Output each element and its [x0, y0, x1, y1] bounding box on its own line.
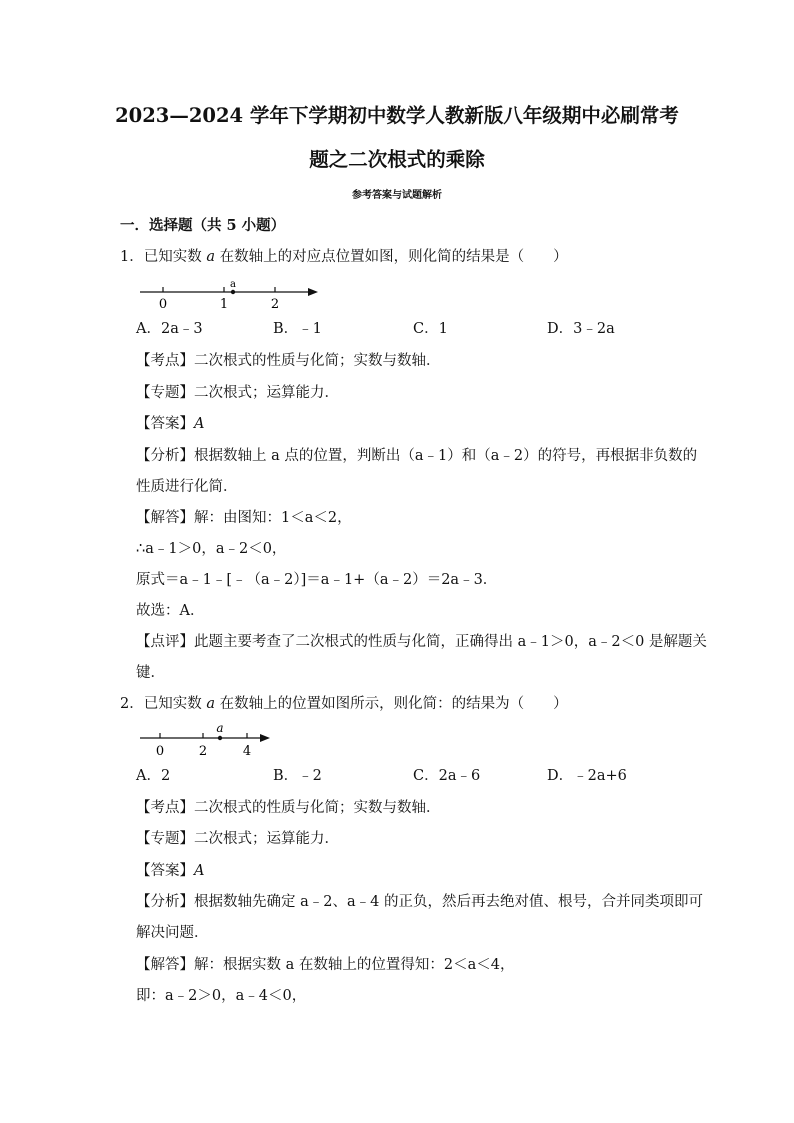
- q2-fenxi-2: 解决问题．: [136, 925, 209, 941]
- q2-stem: 2．已知实数 a 在数轴上的位置如图所示，则化简：的结果为（ ）: [120, 696, 568, 712]
- q2-tick-2: 4: [242, 744, 252, 759]
- q2-option-c: C．2a﹣6: [413, 768, 481, 784]
- q1-option-b: B．﹣1: [273, 321, 322, 337]
- title-line-2: 题之二次根式的乘除: [309, 148, 485, 171]
- q1-option-a: A．2a﹣3: [136, 321, 203, 337]
- q2-tick-0: 0: [155, 744, 165, 759]
- q1-tick-0: 0: [158, 297, 168, 312]
- q1-jieda-4: 故选：A．: [136, 603, 205, 619]
- q1-fenxi-2: 性质进行化简．: [136, 479, 238, 495]
- q2-kaodian: 【考点】二次根式的性质与化简；实数与数轴．: [136, 800, 441, 816]
- q2-option-d: D．﹣2a+6: [547, 768, 627, 784]
- q1-tick-2: 2: [270, 297, 280, 312]
- q2-point-label: a: [216, 722, 224, 735]
- q1-zhuanti: 【专题】二次根式；运算能力．: [136, 385, 339, 401]
- q2-daan: 【答案】A: [136, 863, 205, 879]
- section-heading: 一．选择题（共 5 小题）: [120, 217, 286, 234]
- q1-jieda-3: 原式＝a﹣1﹣[﹣（a﹣2）]＝a﹣1+（a﹣2）＝2a﹣3．: [136, 572, 498, 588]
- q2-zhuanti: 【专题】二次根式；运算能力．: [136, 831, 339, 847]
- q1-jieda-2: ∴a﹣1＞0，a﹣2＜0，: [136, 541, 287, 557]
- q1-fenxi-1: 【分析】根据数轴上 a 点的位置，判断出（a﹣1）和（a﹣2）的符号，再根据非负数的: [136, 448, 698, 464]
- q2-option-a: A．2: [136, 768, 171, 784]
- q1-jieda-1: 【解答】解：由图知：1＜a＜2，: [136, 510, 352, 526]
- q2-fenxi-1: 【分析】根据数轴先确定 a﹣2、a﹣4 的正负，然后再去绝对值、根号，合并同类项即可: [136, 894, 703, 910]
- q2-tick-1: 2: [198, 744, 208, 759]
- q1-number-line: [130, 278, 330, 314]
- q1-kaodian: 【考点】二次根式的性质与化简；实数与数轴．: [136, 353, 441, 369]
- q2-number-line: [130, 722, 280, 760]
- q2-jieda-2: 即：a﹣2＞0，a﹣4＜0，: [136, 988, 307, 1004]
- q2-jieda-1: 【解答】解：根据实数 a 在数轴上的位置得知：2＜a＜4，: [136, 957, 515, 973]
- q1-stem: 1．已知实数 a 在数轴上的对应点位置如图，则化简的结果是（ ）: [120, 249, 568, 265]
- title-line-1: 2023—2024 学年下学期初中数学人教新版八年级期中必刷常考: [115, 104, 679, 127]
- q1-dianping-2: 键．: [136, 665, 165, 681]
- q1-tick-1: 1: [219, 297, 229, 312]
- q1-point-label: a: [230, 279, 236, 290]
- q1-dianping-1: 【点评】此题主要考查了二次根式的性质与化简，正确得出 a﹣1＞0，a﹣2＜0 是解题关: [136, 634, 707, 650]
- q2-option-b: B．﹣2: [273, 768, 322, 784]
- subtitle: 参考答案与试题解析: [352, 190, 442, 201]
- q1-option-c: C．1: [413, 321, 448, 337]
- q1-daan: 【答案】A: [136, 416, 205, 432]
- q1-option-d: D．3﹣2a: [547, 321, 615, 337]
